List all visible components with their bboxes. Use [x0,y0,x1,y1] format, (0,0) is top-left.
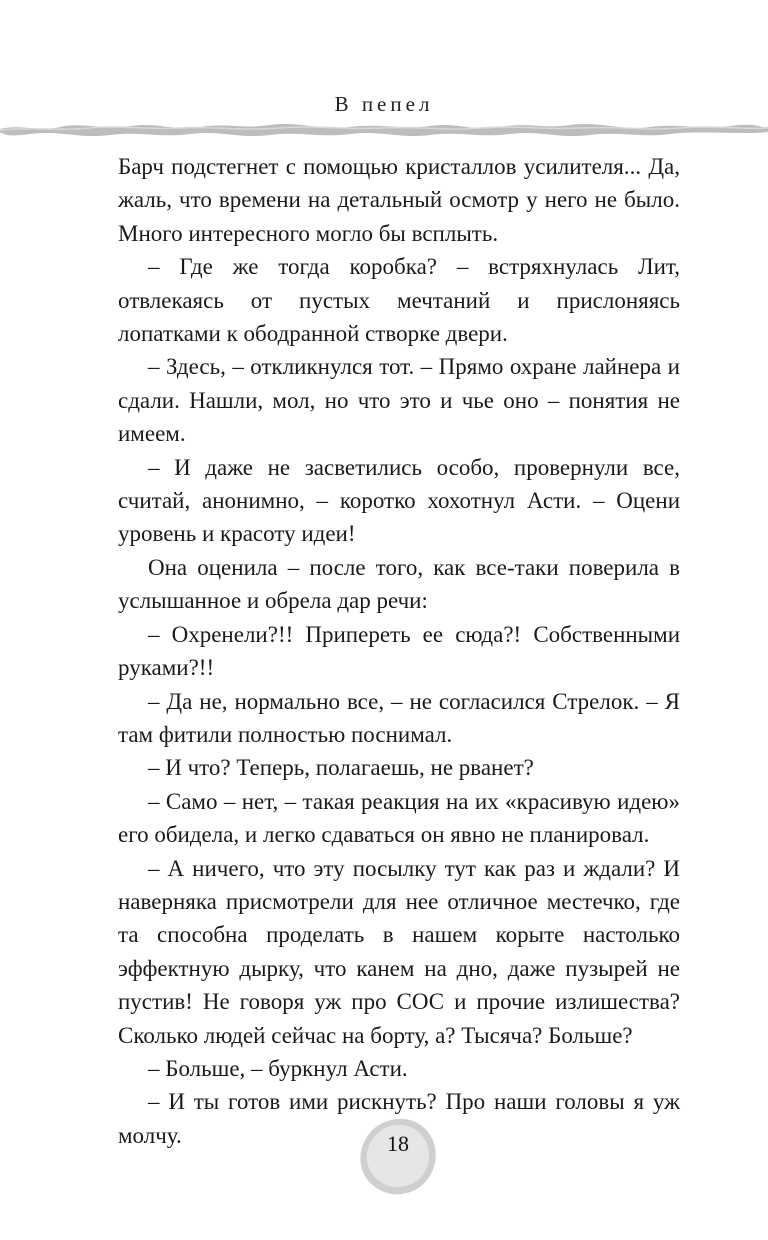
page-number-badge [355,1113,441,1199]
paragraph: Она оценила – после того, как все-таки поверила в услышанное и обрела дар речи: [118,554,680,614]
paragraph: – И даже не засветились особо, провернули все, считай, анонимно, – коротко хохотнул Асти. – Оцени уровень и красоту идеи! [118,454,680,547]
paragraph: – Да не, нормально все, – не согласился Стрелок. – Я там фитили полностью поснимал. [118,688,680,747]
page-number: 18 [387,1131,409,1156]
paragraph: – И что? Теперь, полагаешь, не рванет? [148,755,534,781]
paragraph: – Здесь, – откликнулся тот. – Прямо охране лайнера и сдали. Нашли, мол, но что это и чье оно – понятия не имеем. [118,354,680,447]
paragraph: – А ничего, что эту посылку тут как раз и ждали? И наверняка присмотрели для нее отличное местечко, где та способна проделать в нашем корыте настолько эффектную дырку, что канем на дно, даже пузырей не пустив! Не говоря уж про СОС и прочие излишества? Сколько людей сейчас на борту, а? Тысяча? Больше? [118,855,680,1048]
body-text [118,150,680,1152]
running-title: В пепел [334,92,434,116]
paragraph: – Больше, – буркнул Асти. [148,1055,408,1081]
paragraph: – Охренели?!! Припереть ее сюда?! Собственными руками?!! [118,621,680,681]
torn-paper-divider [0,118,768,140]
paragraph: – Где же тогда коробка? – встряхнулась Лит, отвлекаясь от пустых мечтаний и прислоняясь лопатками к ободранной створке двери. [118,254,680,347]
paragraph: – И ты готов ими рискнуть? Про наши головы я уж молчу. [118,1089,680,1148]
paragraph: – Само – нет, – такая реакция на их «красивую идею» его обидела, и легко сдаваться он явно не планировал. [118,788,680,848]
paragraph: Барч подстегнет с помощью кристаллов усилителя... Да, жаль, что времени на детальный осмотр у него не было. Много интересного могло бы всплыть. [118,154,680,246]
